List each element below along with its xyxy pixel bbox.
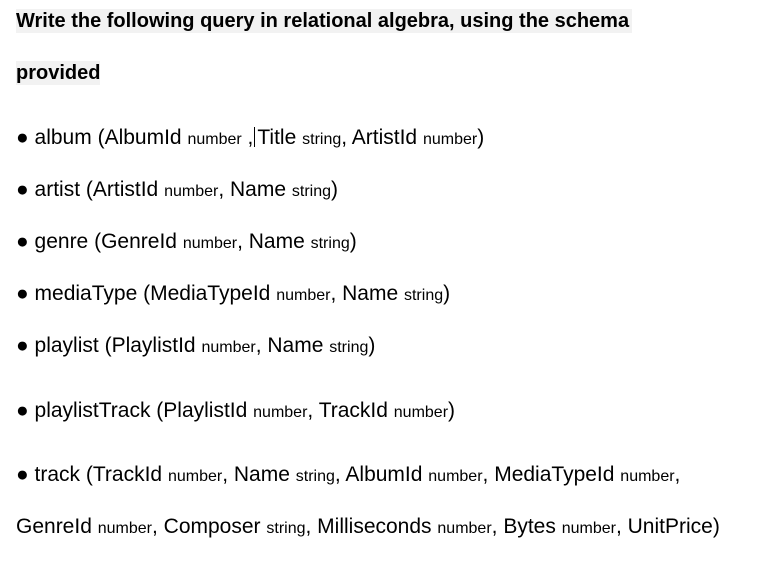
column-type: number xyxy=(182,235,238,252)
table-name: playlistTrack xyxy=(34,399,151,422)
column-type: number xyxy=(164,183,219,200)
column-type: number xyxy=(167,468,223,485)
column-type: number xyxy=(428,468,483,485)
column-name: ArtistId xyxy=(92,178,159,201)
column-type: string xyxy=(295,468,335,485)
column-name: AlbumId xyxy=(345,463,423,486)
column-type: string xyxy=(266,520,306,537)
bullet-icon: ● xyxy=(16,282,29,305)
column-name: Composer xyxy=(163,515,261,538)
bullet-icon: ● xyxy=(16,178,29,201)
column-name: TrackId xyxy=(318,399,388,422)
column-name: AlbumId xyxy=(104,126,182,149)
schema-item-track: ● track (TrackId number, Name string, AlbumId number, MediaTypeId number, xyxy=(16,463,681,486)
table-name: playlist xyxy=(34,334,99,357)
schema-item-mediatype: ● mediaType (MediaTypeId number, Name string) xyxy=(16,282,451,305)
column-type: number xyxy=(393,404,449,421)
column-type: string xyxy=(302,131,342,148)
table-name: track xyxy=(34,463,81,486)
column-type: number xyxy=(561,520,616,537)
column-name: UnitPrice xyxy=(627,515,713,538)
column-name: PlaylistId xyxy=(163,399,248,422)
column-type: string xyxy=(291,183,331,200)
schema-item-artist: ● artist (ArtistId number, Name string) xyxy=(16,178,338,201)
schema-item-playlist: ● playlist (PlaylistId number, Name string) xyxy=(16,334,376,357)
bullet-icon: ● xyxy=(16,334,29,357)
text-cursor xyxy=(254,127,255,147)
column-name: Title xyxy=(257,126,297,149)
schema-item-playlisttrack: ● playlistTrack (PlaylistId number, TrackId number) xyxy=(16,399,456,422)
column-name: Name xyxy=(230,178,287,201)
column-name: Bytes xyxy=(503,515,556,538)
schema-item-album: ● album (AlbumId number , Title string, ArtistId number) xyxy=(16,126,485,149)
question-heading-line-2: provided xyxy=(16,62,101,84)
column-type: number xyxy=(276,287,331,304)
column-name: PlaylistId xyxy=(111,334,196,357)
column-type: number xyxy=(253,404,308,421)
column-type: number xyxy=(201,339,256,356)
column-name: MediaTypeId xyxy=(494,463,615,486)
bullet-icon: ● xyxy=(16,230,29,253)
bullet-icon: ● xyxy=(16,463,29,486)
table-name: album xyxy=(34,126,92,149)
column-name: ArtistId xyxy=(351,126,418,149)
schema-item-track-continued: GenreId number, Composer string, Milliseconds number, Bytes number, UnitPrice) xyxy=(16,515,720,538)
column-name: GenreId xyxy=(16,515,92,538)
column-name: MediaTypeId xyxy=(150,282,271,305)
table-name: genre xyxy=(34,230,89,253)
column-name: Name xyxy=(248,230,305,253)
schema-item-genre: ● genre (GenreId number, Name string) xyxy=(16,230,357,253)
table-name: artist xyxy=(34,178,81,201)
column-type: number xyxy=(437,520,492,537)
column-type: string xyxy=(329,339,369,356)
question-heading-line-1: Write the following query in relational algebra, using the schema xyxy=(16,9,632,33)
column-name: Name xyxy=(267,334,324,357)
column-name: Name xyxy=(342,282,399,305)
bullet-icon: ● xyxy=(16,399,29,422)
column-type: string xyxy=(310,235,350,252)
column-name: Milliseconds xyxy=(317,515,432,538)
bullet-icon: ● xyxy=(16,126,29,149)
column-type: number xyxy=(620,468,675,485)
column-name: TrackId xyxy=(92,463,163,486)
column-type: string xyxy=(403,287,444,304)
table-name: mediaType xyxy=(34,282,138,305)
column-name: Name xyxy=(233,463,290,486)
column-name: GenreId xyxy=(101,230,177,253)
column-type: number xyxy=(97,520,152,537)
column-type: number xyxy=(187,131,242,148)
column-type: number xyxy=(422,131,478,148)
